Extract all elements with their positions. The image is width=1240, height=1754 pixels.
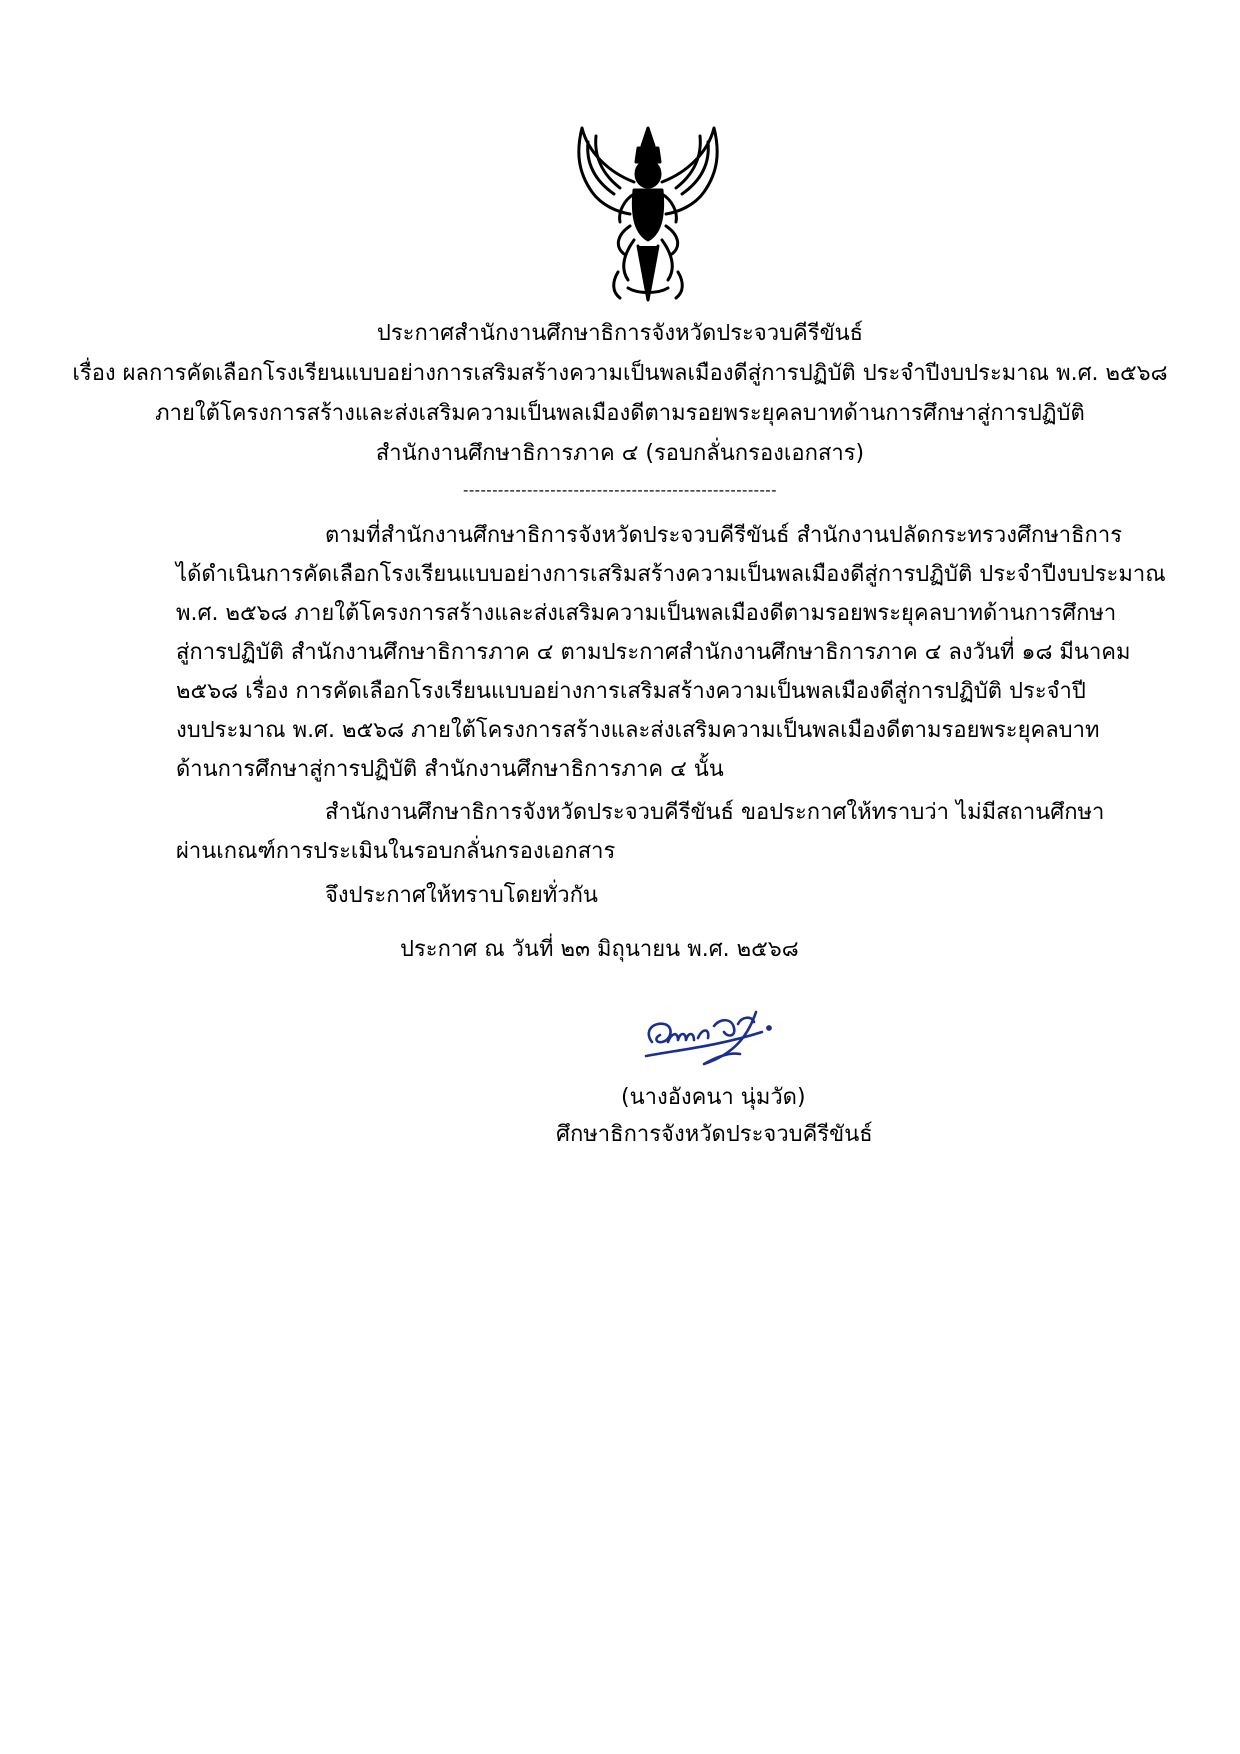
signer-position: ศึกษาธิการจังหวัดประจวบคีรีขันธ์ <box>556 1122 873 1147</box>
header-divider: ------------------------------------------------------ <box>463 481 777 499</box>
paragraph-1-line: พ.ศ. ๒๕๖๘ ภายใต้โครงการสร้างและส่งเสริมความเป็นพลเมืองดีตามรอยพระยุคลบาทด้านการศึกษา <box>176 601 1117 626</box>
paragraph-1-line: ได้ดำเนินการคัดเลือกโรงเรียนแบบอย่างการเสริมสร้างความเป็นพลเมืองดีสู่การปฏิบัติ ประจำปีงบประมาณ <box>176 562 1166 587</box>
announcement-date: ประกาศ ณ วันที่ ๒๓ มิถุนายน พ.ศ. ๒๕๖๘ <box>400 937 799 962</box>
announcement-subject-line-1: เรื่อง ผลการคัดเลือกโรงเรียนแบบอย่างการเสริมสร้างความเป็นพลเมืองดีสู่การปฏิบัติ ประจำปีงบประมาณ พ.ศ. ๒๕๖๘ <box>72 361 1168 386</box>
paragraph-1-line: ๒๕๖๘ เรื่อง การคัดเลือกโรงเรียนแบบอย่างการเสริมสร้างความเป็นพลเมืองดีสู่การปฏิบัติ ประจำปี <box>176 679 1086 704</box>
paragraph-1-line: ตามที่สำนักงานศึกษาธิการจังหวัดประจวบคีรีขันธ์ สำนักงานปลัดกระทรวงศึกษาธิการ <box>325 523 1123 548</box>
announcement-subject-line-3: สำนักงานศึกษาธิการภาค ๔ (รอบกลั่นกรองเอกสาร) <box>375 441 865 466</box>
paragraph-1-line: งบประมาณ พ.ศ. ๒๕๖๘ ภายใต้โครงการสร้างและส่งเสริมความเป็นพลเมืองดีตามรอยพระยุคลบาท <box>176 718 1100 743</box>
paragraph-1-line: ด้านการศึกษาสู่การปฏิบัติ สำนักงานศึกษาธิการภาค ๔ นั้น <box>176 757 724 782</box>
garuda-emblem-icon <box>568 122 728 312</box>
handwritten-signature <box>638 1002 778 1072</box>
signer-name: (นางอังคนา นุ่มวัด) <box>621 1085 806 1110</box>
closing-statement: จึงประกาศให้ทราบโดยทั่วกัน <box>325 883 598 908</box>
paragraph-2-line: ผ่านเกณฑ์การประเมินในรอบกลั่นกรองเอกสาร <box>176 839 616 864</box>
announcement-subject-line-2: ภายใต้โครงการสร้างและส่งเสริมความเป็นพลเมืองดีตามรอยพระยุคลบาทด้านการศึกษาสู่การปฏิบัติ <box>155 401 1085 426</box>
announcement-title: ประกาศสำนักงานศึกษาธิการจังหวัดประจวบคีรีขันธ์ <box>376 321 864 346</box>
paragraph-2-line: สำนักงานศึกษาธิการจังหวัดประจวบคีรีขันธ์ ขอประกาศให้ทราบว่า ไม่มีสถานศึกษา <box>325 800 1105 825</box>
paragraph-1-line: สู่การปฏิบัติ สำนักงานศึกษาธิการภาค ๔ ตามประกาศสำนักงานศึกษาธิการภาค ๔ ลงวันที่ ๑๘ มีนาคม <box>176 640 1131 665</box>
